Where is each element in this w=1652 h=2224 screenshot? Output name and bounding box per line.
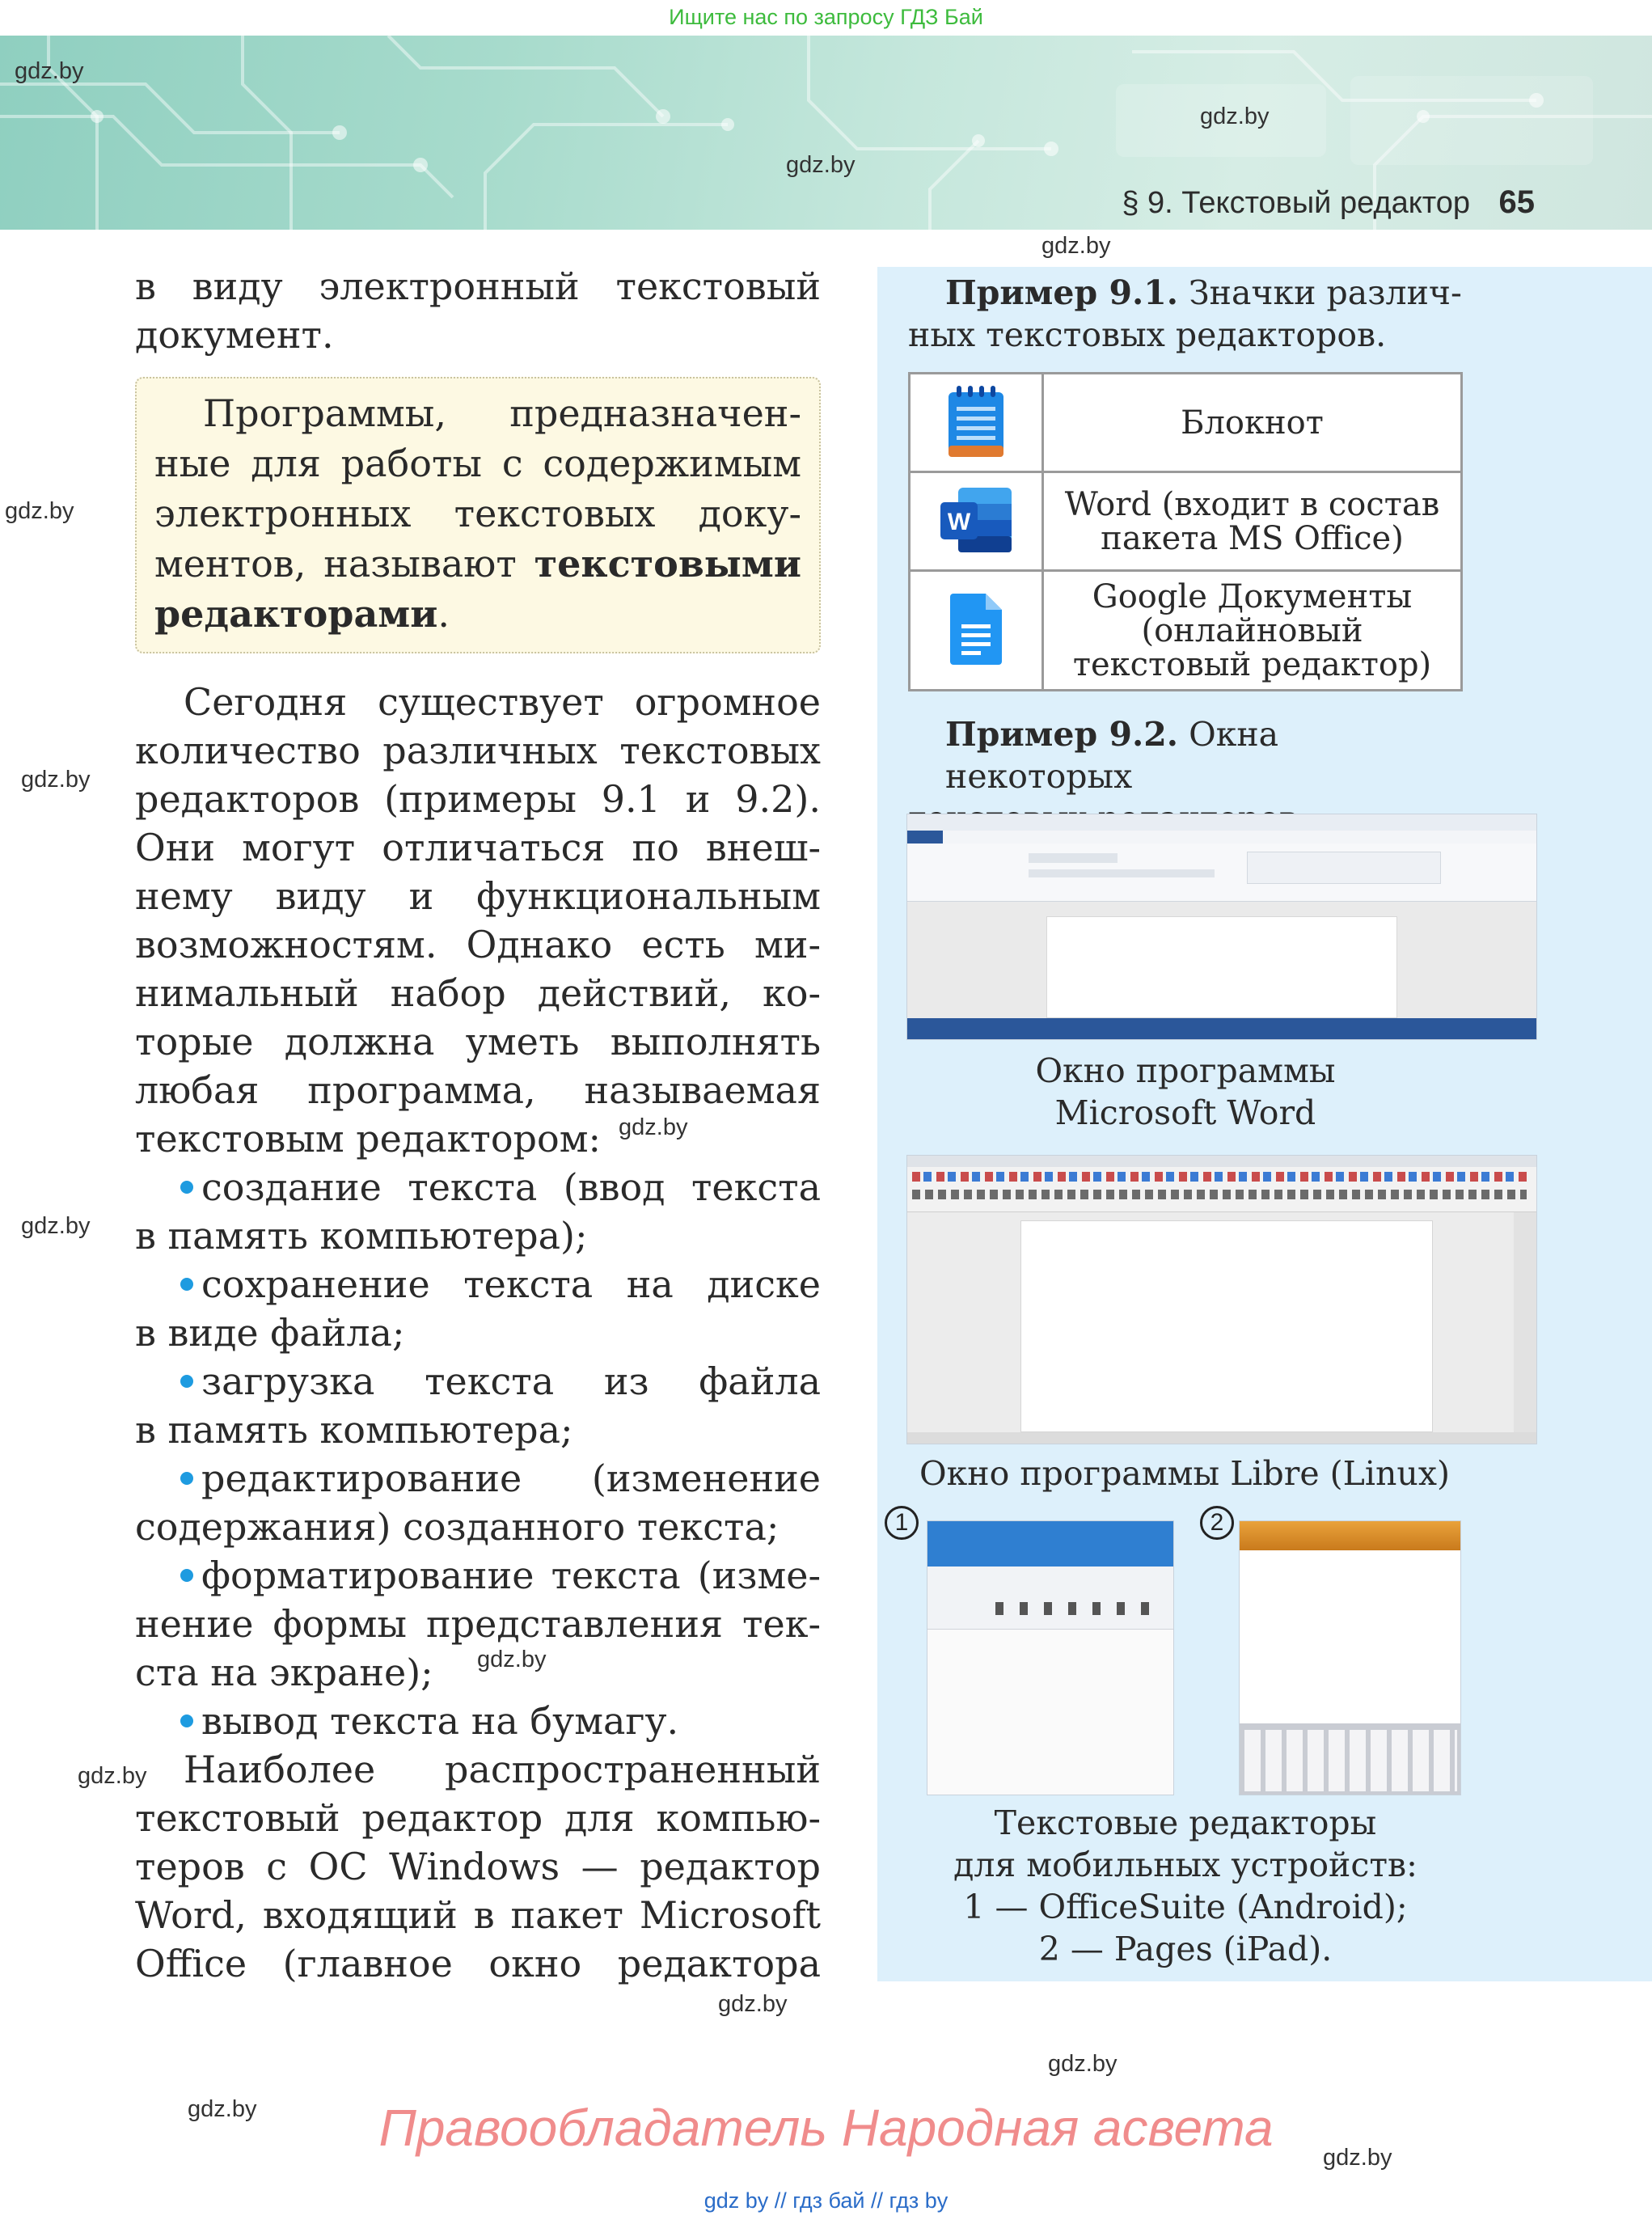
text-line: редакторами. [154, 592, 450, 636]
bottom-links[interactable]: gdz by // гдз бай // гдз by [703, 2188, 949, 2213]
page-number: 65 [1498, 184, 1535, 220]
bullet-dot [180, 1278, 193, 1291]
text-line: возможностям. Однако есть ми- [135, 923, 821, 966]
editor-name-cell: Google Документы (онлайновый текстовый редактор) [1043, 571, 1462, 691]
text-line: нимальный набор действий, ко- [135, 971, 821, 1015]
libre-window-screenshot [906, 1155, 1537, 1444]
word-icon [937, 484, 1015, 556]
text-line: количество различных текстовых [135, 729, 821, 772]
text-line: Office (главное окно редактора [135, 1942, 821, 1985]
watermark: gdz.by [477, 1647, 547, 1672]
text-line: Они могут отличаться по внеш- [135, 826, 821, 869]
watermark: gdz.by [1200, 104, 1270, 129]
intro-text [135, 262, 821, 359]
editor-name-cell: Блокнот [1043, 374, 1462, 472]
main-paragraph [135, 678, 821, 1988]
example-9-1-title: Пример 9.1. Значки различ- ных текстовых редакторов. [908, 273, 1462, 354]
bullet-dot [180, 1569, 193, 1582]
list-item: сохранение текста на диске в виде файла; [135, 1262, 821, 1355]
watermark: gdz.by [78, 1763, 147, 1789]
text-line: Программы, предназначен- [203, 391, 801, 435]
copyright-notice: Правообладатель Народная асвета [378, 2099, 1274, 2157]
icon-cell [910, 571, 1043, 691]
watermark: gdz.by [21, 767, 91, 793]
watermark: gdz.by [1041, 233, 1111, 259]
icon-cell [910, 374, 1043, 472]
table-row [910, 374, 1462, 472]
table-row [910, 571, 1462, 691]
watermark: gdz.by [1048, 2051, 1118, 2077]
text-line: теров с ОС Windows — редактор [135, 1845, 821, 1888]
mobile-number-2: 2 [1200, 1506, 1234, 1540]
text-line: ментов, называют текстовыми [154, 542, 801, 586]
bullet-dot [180, 1715, 193, 1727]
bullet-dot [180, 1375, 193, 1388]
text-line: нему виду и функциональным [135, 874, 821, 918]
word-window-screenshot [906, 814, 1537, 1040]
libre-caption: Окно программы Libre (Linux) [919, 1454, 1450, 1493]
bullet-dot [180, 1181, 193, 1194]
list-item: загрузка текста из файла в память компьютера; [135, 1359, 821, 1452]
watermark: gdz.by [1323, 2145, 1392, 2171]
text-line: Сегодня существует огромное [184, 680, 821, 724]
watermark: gdz.by [188, 2096, 257, 2122]
watermark: gdz.by [619, 1114, 688, 1140]
google-docs-icon [949, 592, 1003, 666]
watermark: gdz.by [21, 1213, 91, 1239]
page-header [0, 36, 1652, 230]
editor-name-cell: Word (входит в состав пакета MS Office) [1043, 472, 1462, 571]
watermark: gdz.by [718, 1991, 788, 2017]
term-bold: текстовыми [534, 542, 801, 586]
svg-text:W: W [947, 508, 971, 535]
closing-paragraph [135, 1745, 821, 1988]
text-line: редакторов (примеры 9.1 и 9.2). [135, 777, 821, 821]
definition-box [135, 377, 821, 653]
bullet-dot [180, 1472, 193, 1485]
mobile-caption: Текстовые редакторы для мобильных устройств: 1 — OfficeSuite (Android); 2 — Pages (iPad). [953, 1803, 1418, 1968]
text-line: Наиболее распространенный [184, 1748, 821, 1791]
icon-cell [910, 472, 1043, 571]
list-item: редактирование (изменение содержания) созданного текста; [135, 1457, 821, 1549]
text-line: Word, входящий в пакет Microsoft [135, 1893, 821, 1937]
mobile-number-1: 1 [885, 1506, 919, 1540]
section-title: § 9. Текстовый редактор [1122, 186, 1470, 220]
list-item: форматирование текста (изме- нение формы представления тек- ста на экране); [135, 1554, 821, 1694]
example-9-2-title: Пример 9.2. Окна некоторых [945, 715, 1279, 796]
editors-icons-table [908, 372, 1463, 691]
notepad-icon [944, 384, 1008, 459]
term-bold: редакторами [154, 592, 438, 636]
word-caption: Окно программы Microsoft Word [1035, 1051, 1336, 1132]
text-line: любая программа, называемая [135, 1068, 821, 1112]
text-line: текстовым редактором: [135, 1117, 601, 1161]
list-item: вывод текста на бумагу. [135, 1697, 821, 1745]
officesuite-screenshot [927, 1520, 1174, 1795]
text-line: ные для работы с содержимым [154, 442, 801, 485]
watermark: gdz.by [15, 58, 84, 84]
watermark: gdz.by [5, 498, 74, 524]
text-line: текстовый редактор для компью- [135, 1796, 821, 1840]
table-row [910, 472, 1462, 571]
text-line: документ. [135, 313, 334, 357]
text-line: торые должна уметь выполнять [135, 1020, 821, 1063]
watermark: gdz.by [786, 152, 856, 178]
text-line: в виду электронный текстовый [135, 264, 821, 308]
list-item: создание текста (ввод текста в память компьютера); [135, 1165, 821, 1258]
top-banner: Ищите нас по запросу ГДЗ Бай [669, 5, 983, 29]
pages-ipad-screenshot [1239, 1520, 1461, 1795]
text-line: электронных текстовых доку- [154, 492, 801, 535]
bullet-list [135, 1163, 821, 1745]
